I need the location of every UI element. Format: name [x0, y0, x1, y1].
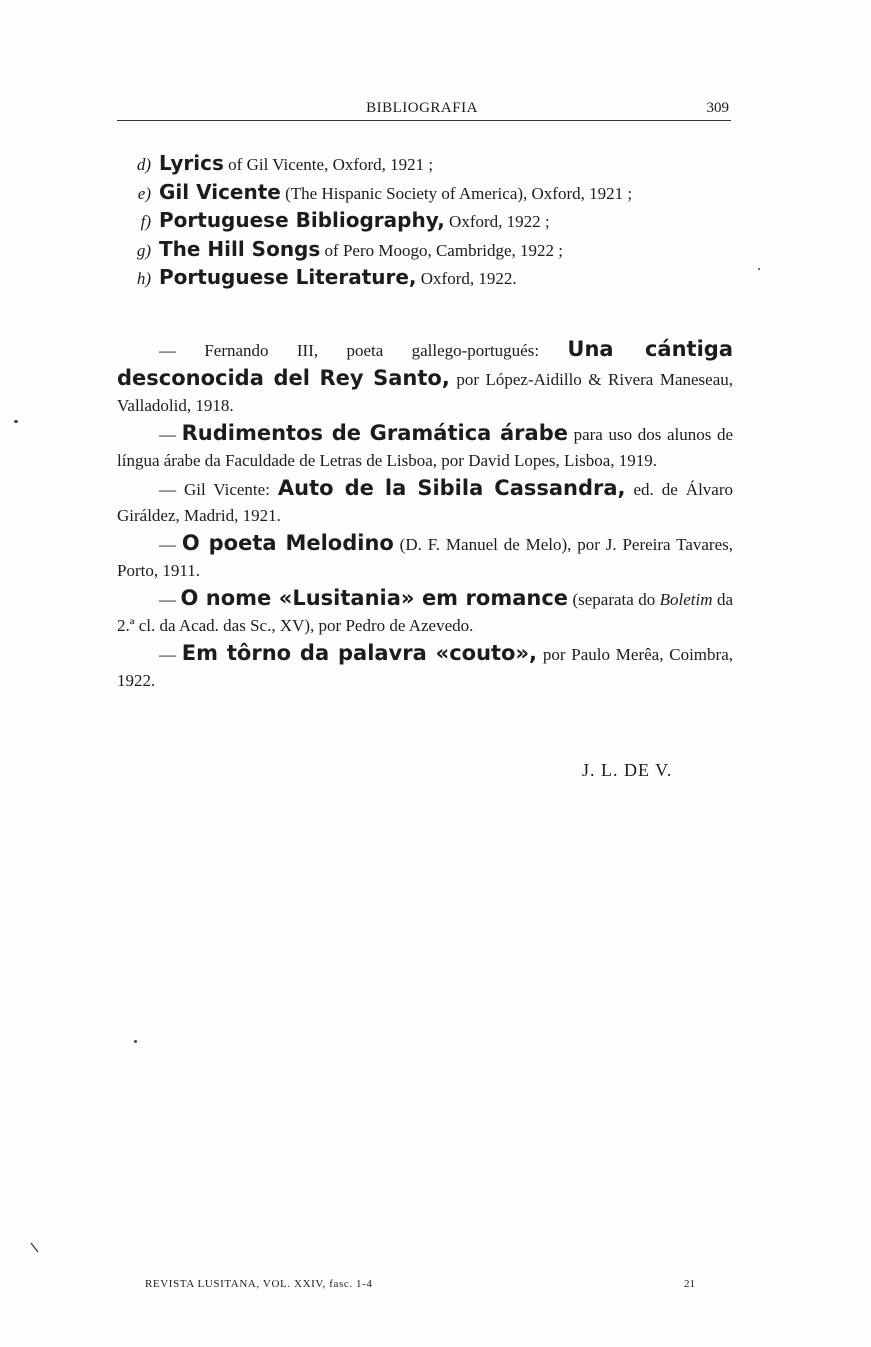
page-number: 309	[706, 100, 729, 116]
bibliography-entry	[117, 336, 733, 420]
bibliography-entries	[117, 336, 733, 695]
list-item	[117, 264, 733, 293]
entry-details: (D. F. Manuel de Melo), por J. Pereira Tavares, Porto, 1911.	[117, 534, 733, 580]
author-signature: J. L. DE V.	[582, 760, 673, 780]
entry-details: (separata do	[568, 589, 660, 609]
work-title: Gil Vicente	[159, 179, 281, 204]
bibliography-entry	[117, 585, 733, 640]
work-details: (The Hispanic Society of America), Oxford, 1921 ;	[280, 183, 633, 203]
list-letter: f)	[140, 212, 151, 231]
entry-italic-title: Boletim	[659, 589, 713, 609]
entry-details-continued: da 2.ª cl. da Acad. das Sc., XV), por Pedro de Azevedo.	[117, 589, 734, 635]
list-letter: g)	[136, 240, 151, 260]
work-details: Oxford, 1922 ;	[444, 212, 550, 231]
scan-speck	[758, 268, 760, 270]
entry-title: Una cántiga desconocida del Rey Santo,	[117, 337, 733, 390]
entry-title: O nome «Lusitania» em romance	[180, 585, 569, 610]
bibliography-entry	[117, 475, 733, 530]
entry-lead: —	[159, 644, 182, 664]
work-details: Oxford, 1922.	[416, 269, 517, 288]
list-item	[117, 207, 733, 236]
scan-mark	[30, 1242, 40, 1254]
list-letter: h)	[136, 269, 151, 288]
bibliography-entry	[117, 530, 733, 585]
bibliography-entry	[117, 640, 733, 695]
list-item	[117, 179, 733, 208]
list-letter: e)	[137, 183, 151, 203]
work-details: of Pero Moogo, Cambridge, 1922 ;	[320, 240, 563, 260]
entry-lead: —	[159, 589, 181, 609]
journal-footer: REVISTA LUSITANA, VOL. XXIV, fasc. 1-4	[145, 1278, 373, 1290]
scan-speck	[14, 420, 18, 423]
running-title: BIBLIOGRAFIA	[366, 100, 478, 116]
entry-lead: —	[159, 424, 182, 444]
entry-lead: — Fernando III, poeta gallego-portugués:	[159, 341, 568, 360]
entry-title: O poeta Melodino	[181, 530, 394, 555]
bibliography-entry	[117, 420, 733, 475]
entry-lead: — Gil Vicente:	[159, 479, 278, 499]
running-header	[117, 98, 731, 121]
works-list	[117, 150, 733, 293]
entry-details: por Paulo Merêa, Coimbra, 1922.	[117, 644, 733, 690]
entry-title: Auto de la Sibila Cassandra,	[277, 475, 626, 500]
work-title: Lyrics	[159, 151, 224, 175]
work-title: Portuguese Literature,	[159, 265, 417, 289]
entry-lead: —	[159, 534, 182, 554]
list-letter: d)	[136, 155, 151, 174]
work-title: The Hill Songs	[159, 236, 321, 261]
signature-mark: 21	[684, 1278, 695, 1290]
scan-speck	[134, 1040, 137, 1043]
entry-details: ed. de Álvaro Giráldez, Madrid, 1921.	[117, 479, 733, 525]
entry-details: por López-Aidillo & Rivera Maneseau, Valladolid, 1918.	[117, 369, 733, 415]
work-details: of Gil Vicente, Oxford, 1921 ;	[223, 155, 434, 174]
list-item	[117, 236, 733, 265]
work-title: Portuguese Bibliography,	[159, 208, 445, 232]
list-item	[117, 150, 733, 179]
entry-title: Rudimentos de Gramática árabe	[181, 420, 568, 445]
entry-title: Em tôrno da palavra «couto»,	[181, 640, 538, 665]
entry-details: para uso dos alunos de língua árabe da Faculdade de Letras de Lisboa, por David Lopes, Lisboa, 1919.	[117, 424, 733, 470]
